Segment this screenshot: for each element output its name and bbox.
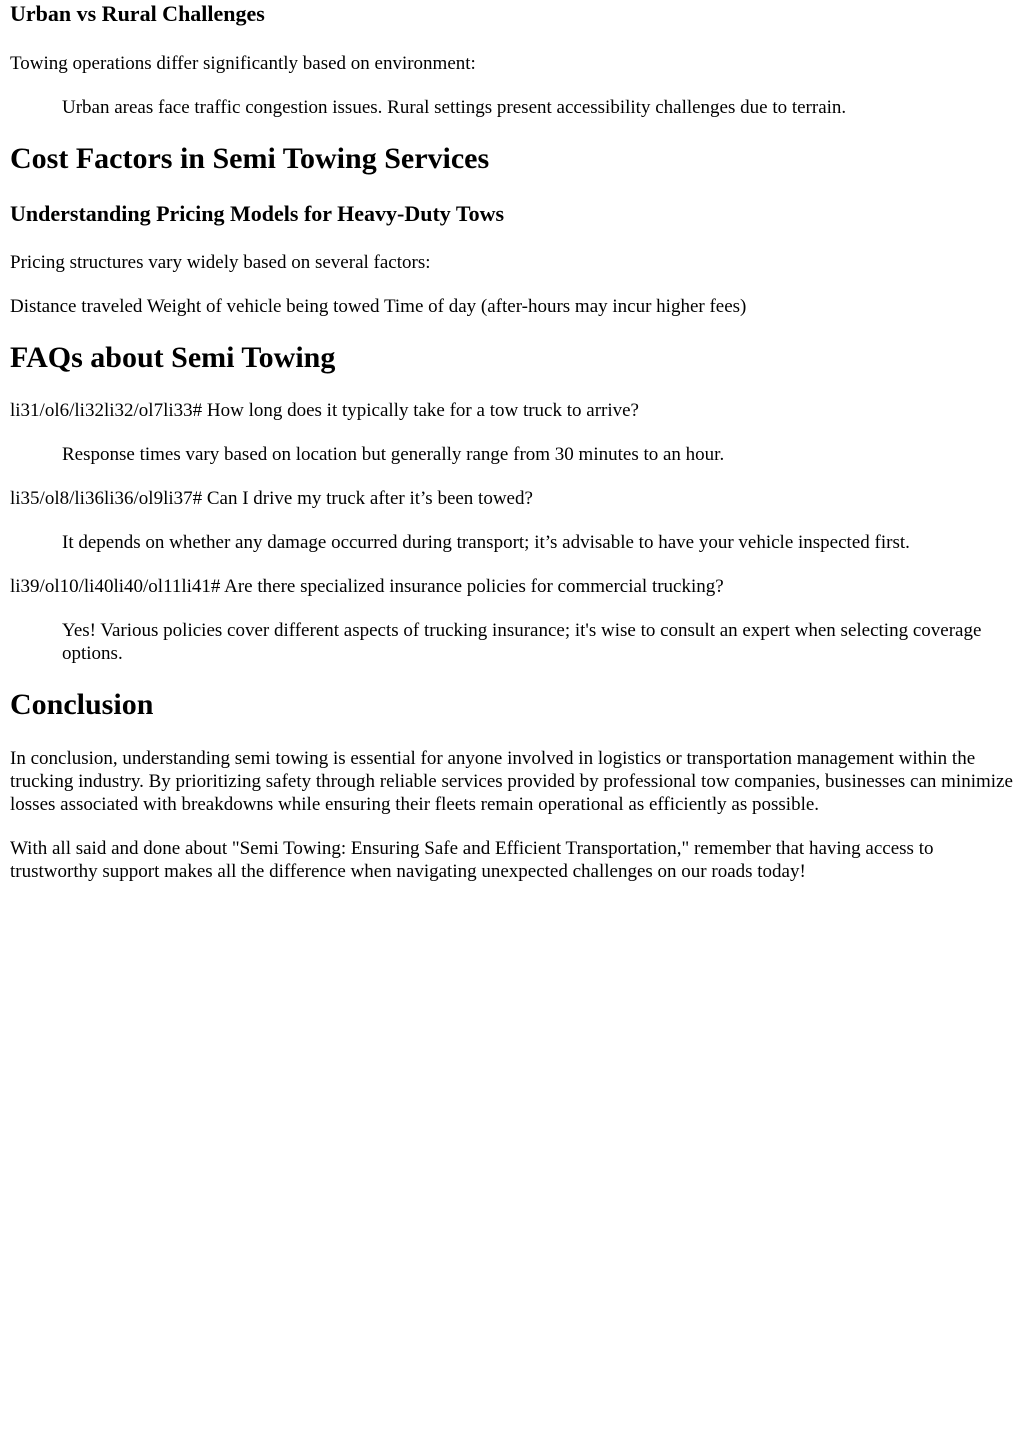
faq-question: li35/ol8/li36li36/ol9li37# Can I drive my truck after it’s been towed? — [10, 488, 533, 509]
paragraph-pricing-intro: Pricing structures vary widely based on several factors: — [10, 252, 431, 273]
section-heading-urban-rural: Urban vs Rural Challenges — [10, 1, 265, 26]
faq-question: li39/ol10/li40li40/ol11li41# Are there specialized insurance policies for commercial trucking? — [10, 576, 724, 597]
paragraph-towing-operations: Towing operations differ significantly based on environment: — [10, 53, 476, 74]
subheading-pricing-models: Understanding Pricing Models for Heavy-Duty Tows — [10, 201, 505, 226]
section-heading-conclusion: Conclusion — [10, 688, 154, 721]
faq-question: li31/ol6/li32li32/ol7li33# How long does it typically take for a tow truck to arrive? — [10, 400, 639, 421]
faq-answer: Response times vary based on location but generally range from 30 minutes to an hour. — [62, 444, 725, 465]
paragraph-conclusion-2: With all said and done about "Semi Towing: Ensuring Safe and Efficient Transportation," remember that having access to trustworthy support makes all the difference when navigating unexpected challenges on our roads today! — [10, 838, 934, 882]
section-heading-faqs: FAQs about Semi Towing — [10, 341, 336, 374]
paragraph-conclusion-1: In conclusion, understanding semi towing is essential for anyone involved in logistics or transportation management within the trucking industry. By prioritizing safety through reliable services provided by professional tow companies, businesses can minimize losses associated with breakdowns while ensuring their fleets remain operational as efficiently as possible. — [10, 748, 1013, 815]
paragraph-pricing-factors: Distance traveled Weight of vehicle being towed Time of day (after-hours may incur higher fees) — [10, 296, 747, 317]
blockquote-urban-rural: Urban areas face traffic congestion issues. Rural settings present accessibility challenges due to terrain. — [62, 97, 847, 118]
section-heading-cost-factors: Cost Factors in Semi Towing Services — [10, 142, 490, 175]
faq-answer: Yes! Various policies cover different aspects of trucking insurance; it's wise to consult an expert when selecting coverage options. — [62, 620, 982, 664]
faq-answer: It depends on whether any damage occurred during transport; it’s advisable to have your vehicle inspected first. — [62, 532, 910, 553]
